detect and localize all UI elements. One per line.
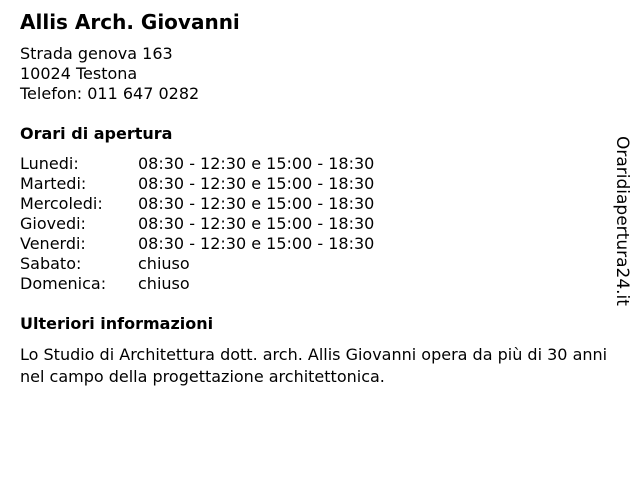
hours-row-mercoledi	[20, 194, 374, 214]
hours-time: chiuso	[138, 254, 190, 273]
address-block	[20, 44, 199, 104]
additional-info-text: Lo Studio di Architettura dott. arch. Allis Giovanni opera da più di 30 anni nel campo della progettazione architettonica.	[20, 345, 608, 386]
hours-day: Venerdi:	[20, 234, 86, 253]
business-name: Allis Arch. Giovanni	[20, 10, 240, 34]
hours-time: 08:30 - 12:30 e 15:00 - 18:30	[138, 214, 375, 233]
hours-row-lunedi	[20, 154, 374, 174]
phone-number: Telefon: 011 647 0282	[20, 84, 200, 103]
hours-time: 08:30 - 12:30 e 15:00 - 18:30	[138, 194, 375, 213]
hours-row-martedi	[20, 174, 374, 194]
hours-day: Martedi:	[20, 174, 87, 193]
hours-time: 08:30 - 12:30 e 15:00 - 18:30	[138, 174, 375, 193]
opening-hours-heading: Orari di apertura	[20, 124, 173, 143]
hours-day: Domenica:	[20, 274, 107, 293]
hours-row-domenica	[20, 274, 374, 294]
hours-day: Sabato:	[20, 254, 82, 273]
hours-time: chiuso	[138, 274, 190, 293]
hours-time: 08:30 - 12:30 e 15:00 - 18:30	[138, 154, 375, 173]
hours-row-giovedi	[20, 214, 374, 234]
street-address: Strada genova 163	[20, 44, 173, 63]
hours-row-sabato	[20, 254, 374, 274]
hours-row-venerdi	[20, 234, 374, 254]
site-watermark: Oraridiapertura24.it	[612, 136, 632, 306]
hours-day: Lunedi:	[20, 154, 79, 173]
additional-info-heading: Ulteriori informazioni	[20, 314, 214, 333]
hours-time: 08:30 - 12:30 e 15:00 - 18:30	[138, 234, 375, 253]
hours-day: Mercoledi:	[20, 194, 103, 213]
city-postal: 10024 Testona	[20, 64, 138, 83]
hours-day: Giovedi:	[20, 214, 86, 233]
opening-hours-table	[20, 154, 374, 294]
